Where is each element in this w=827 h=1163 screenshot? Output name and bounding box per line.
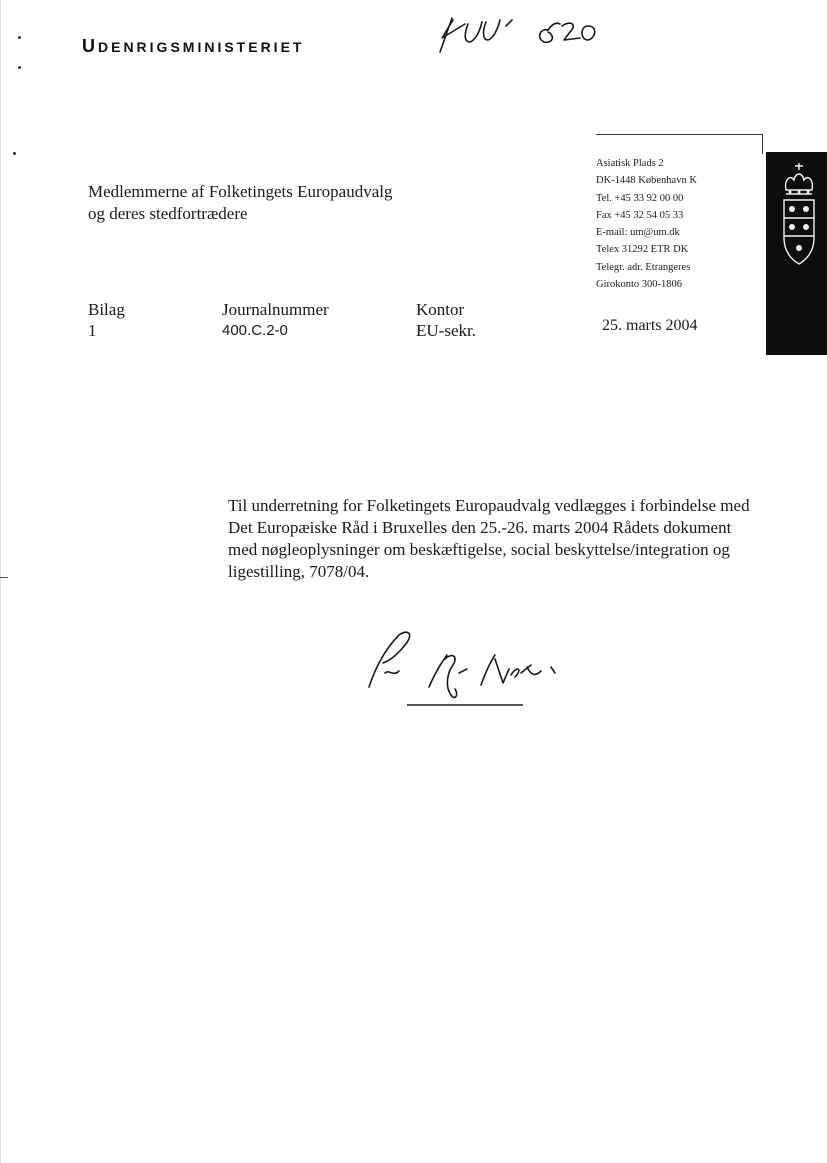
- recipient-block: [88, 181, 393, 225]
- bilag-column: [88, 299, 125, 341]
- handwritten-reference: [420, 10, 610, 65]
- bilag-value: 1: [88, 321, 97, 340]
- letter-date: 25. marts 2004: [602, 317, 698, 334]
- journal-label: Journalnummer: [222, 300, 329, 319]
- ministry-name: [82, 36, 304, 57]
- body-line-4: ligestilling, 7078/04.: [228, 562, 370, 581]
- address-line: DK-1448 København K: [596, 175, 697, 187]
- address-line: Fax +45 32 54 05 33: [596, 209, 684, 221]
- address-line: E-mail: um@um.dk: [596, 227, 680, 239]
- journal-column: [222, 299, 329, 341]
- address-line: Asiatisk Plads 2: [596, 158, 664, 169]
- address-line: Tel. +45 33 92 00 00: [596, 192, 684, 204]
- address-line: Telex 31292 ETR DK: [596, 244, 689, 256]
- body-line-2: Det Europæiske Råd i Bruxelles den 25.-26. marts 2004 Rådets dokument: [228, 518, 732, 537]
- body-line-3: med nøgleoplysninger om beskæftigelse, social beskyttelse/integration og: [228, 540, 730, 559]
- signature: [355, 625, 585, 715]
- recipient-line-2: og deres stedfortrædere: [88, 204, 248, 223]
- kontor-value: EU-sekr.: [416, 321, 476, 340]
- scan-speck: [18, 66, 21, 69]
- scan-mark: [0, 577, 8, 578]
- address-line: Girokonto 300-1806: [596, 279, 683, 291]
- kontor-column: [416, 299, 476, 341]
- kontor-label: Kontor: [416, 300, 465, 319]
- address-rule-vertical: [762, 134, 763, 154]
- coat-of-arms-icon: [776, 160, 822, 270]
- body-line-1: Til underretning for Folketingets Europaudvalg vedlægges i forbindelse med: [228, 496, 750, 515]
- scan-speck: [18, 36, 21, 39]
- journal-value: 400.C.2-0: [222, 322, 288, 339]
- address-block: [596, 155, 697, 293]
- scan-speck: [13, 152, 16, 155]
- address-rule: [596, 134, 762, 135]
- bilag-label: Bilag: [88, 300, 125, 319]
- body-text: [228, 495, 768, 583]
- address-line: Telegr. adr. Etrangeres: [596, 261, 691, 273]
- recipient-line-1: Medlemmerne af Folketingets Europaudvalg: [88, 182, 393, 201]
- scan-edge-line: [0, 0, 1, 1163]
- ministry-name-text: UDENRIGSMINISTERIET: [82, 36, 305, 56]
